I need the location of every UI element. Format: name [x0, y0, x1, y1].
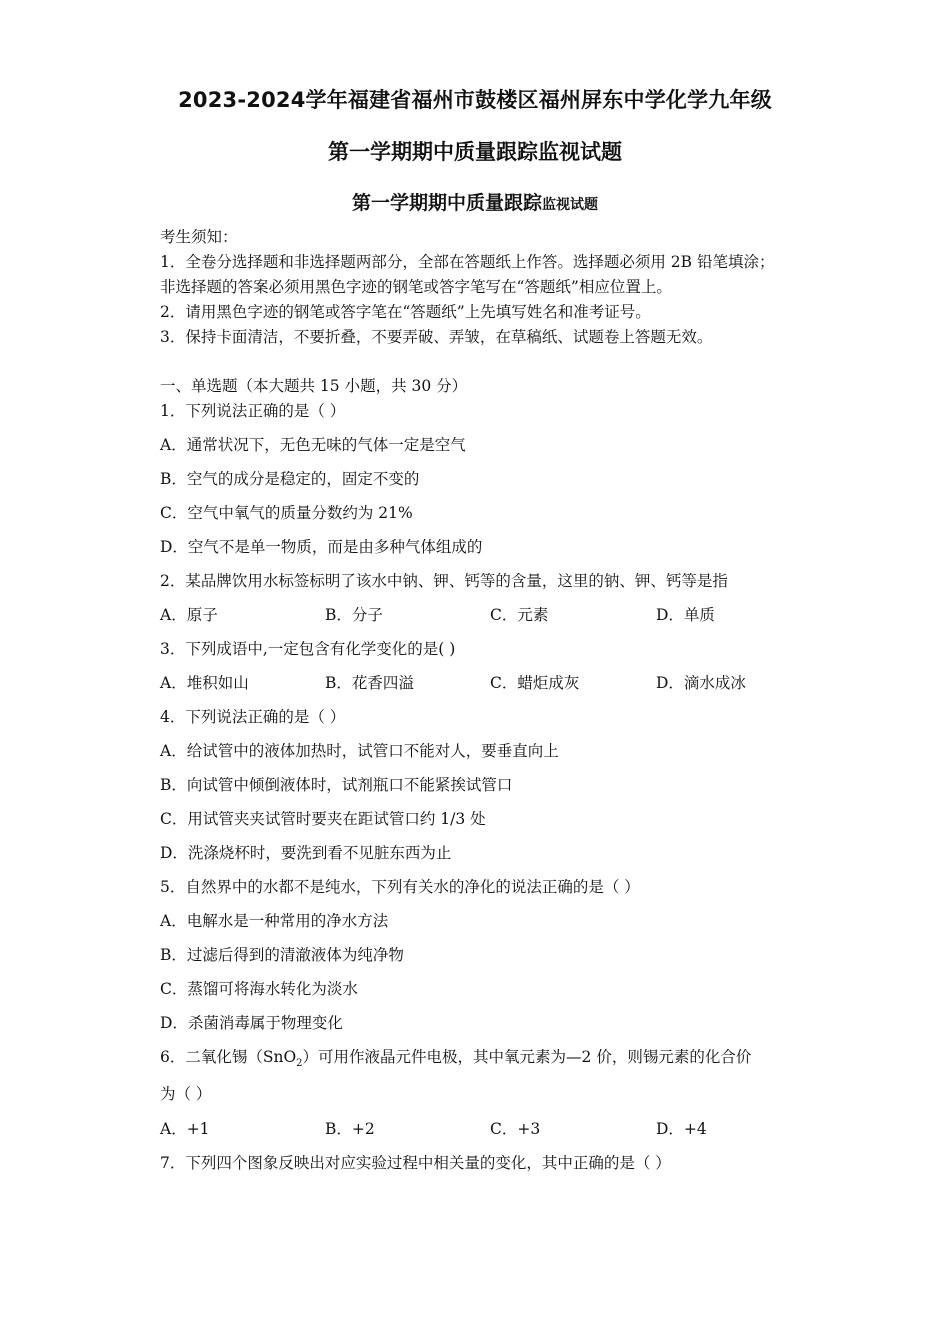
q3-option-b: B．花香四溢: [325, 674, 414, 692]
q6-option-c: C．+3: [490, 1120, 541, 1138]
q2-stem: 2．某品牌饮用水标签标明了该水中钠、钾、钙等的含量，这里的钠、钾、钙等是指: [160, 572, 728, 590]
q3-option-c: C．蜡炬成灰: [490, 674, 580, 692]
q5-option-d: D．杀菌消毒属于物理变化: [160, 1014, 343, 1032]
q6-stem: [160, 1047, 751, 1074]
q4-option-b: B．向试管中倾倒液体时，试剂瓶口不能紧挨试管口: [160, 776, 513, 794]
q2-option-d: D．单质: [656, 606, 715, 624]
exam-title-line1: 2023-2024学年福建省福州市鼓楼区福州屏东中学化学九年级: [178, 88, 772, 112]
q1-stem: 1．下列说法正确的是（ ）: [160, 402, 346, 420]
q6-stem-pre: 6．二氧化锡（SnO: [160, 1048, 297, 1066]
q3-stem: 3．下列成语中,一定包含有化学变化的是( ): [160, 640, 456, 658]
q1-option-c: C．空气中氧气的质量分数约为 21%: [160, 504, 413, 522]
notice-item-1b: 非选择题的答案必须用黑色字迹的钢笔或答字笔写在“答题纸”相应位置上。: [160, 278, 672, 296]
exam-title-line3: [0, 188, 950, 215]
q4-option-c: C．用试管夹夹试管时要夹在距试管口约 1/3 处: [160, 810, 486, 828]
q4-stem: 4．下列说法正确的是（ ）: [160, 708, 346, 726]
q5-stem: 5．自然界中的水都不是纯水，下列有关水的净化的说法正确的是（ ）: [160, 878, 640, 896]
q3-option-a: A．堆积如山: [160, 674, 249, 692]
q1-option-d: D．空气不是单一物质，而是由多种气体组成的: [160, 538, 483, 556]
notice-heading: 考生须知：: [160, 228, 238, 246]
q6-stem-line2: 为（ ）: [160, 1085, 212, 1103]
section-heading: 一、单选题（本大题共 15 小题，共 30 分）: [160, 377, 468, 395]
q7-stem: 7．下列四个图象反映出对应实验过程中相关量的变化，其中正确的是（ ）: [160, 1154, 671, 1172]
q6-option-a: A．+1: [160, 1120, 210, 1138]
notice-item-3: 3．保持卡面清洁，不要折叠，不要弄破、弄皱，在草稿纸、试题卷上答题无效。: [160, 328, 713, 346]
notice-item-2: 2．请用黑色字迹的钢笔或答字笔在“答题纸”上先填写姓名和准考证号。: [160, 303, 651, 321]
q6-stem-subscript: 2: [296, 1058, 303, 1070]
q5-option-b: B．过滤后得到的清澈液体为纯净物: [160, 946, 404, 964]
q5-option-a: A．电解水是一种常用的净水方法: [160, 912, 389, 930]
q2-option-a: A．原子: [160, 606, 218, 624]
q3-option-d: D．滴水成冰: [656, 674, 746, 692]
q6-option-b: B．+2: [325, 1120, 375, 1138]
exam-title-line2: 第一学期期中质量跟踪监视试题: [328, 140, 622, 164]
q5-option-c: C．蒸馏可将海水转化为淡水: [160, 980, 358, 998]
q4-option-d: D．洗涤烧杯时，要洗到看不见脏东西为止: [160, 844, 452, 862]
q1-option-a: A．通常状况下，无色无味的气体一定是空气: [160, 436, 466, 454]
q1-option-b: B．空气的成分是稳定的，固定不变的: [160, 470, 420, 488]
notice-item-1a: 1．全卷分选择题和非选择题两部分，全部在答题纸上作答。选择题必须用 2B 铅笔填涂；: [160, 253, 775, 271]
exam-title-line3-small: 监视试题: [542, 197, 598, 213]
q2-option-b: B．分子: [325, 606, 383, 624]
q4-option-a: A．给试管中的液体加热时，试管口不能对人，要垂直向上: [160, 742, 559, 760]
q6-stem-post: ）可用作液晶元件电极，其中氧元素为—2 价，则锡元素的化合价: [302, 1048, 752, 1066]
q6-option-d: D．+4: [656, 1120, 707, 1138]
q2-option-c: C．元素: [490, 606, 549, 624]
exam-title-line3-large: 第一学期期中质量跟踪: [351, 192, 542, 214]
